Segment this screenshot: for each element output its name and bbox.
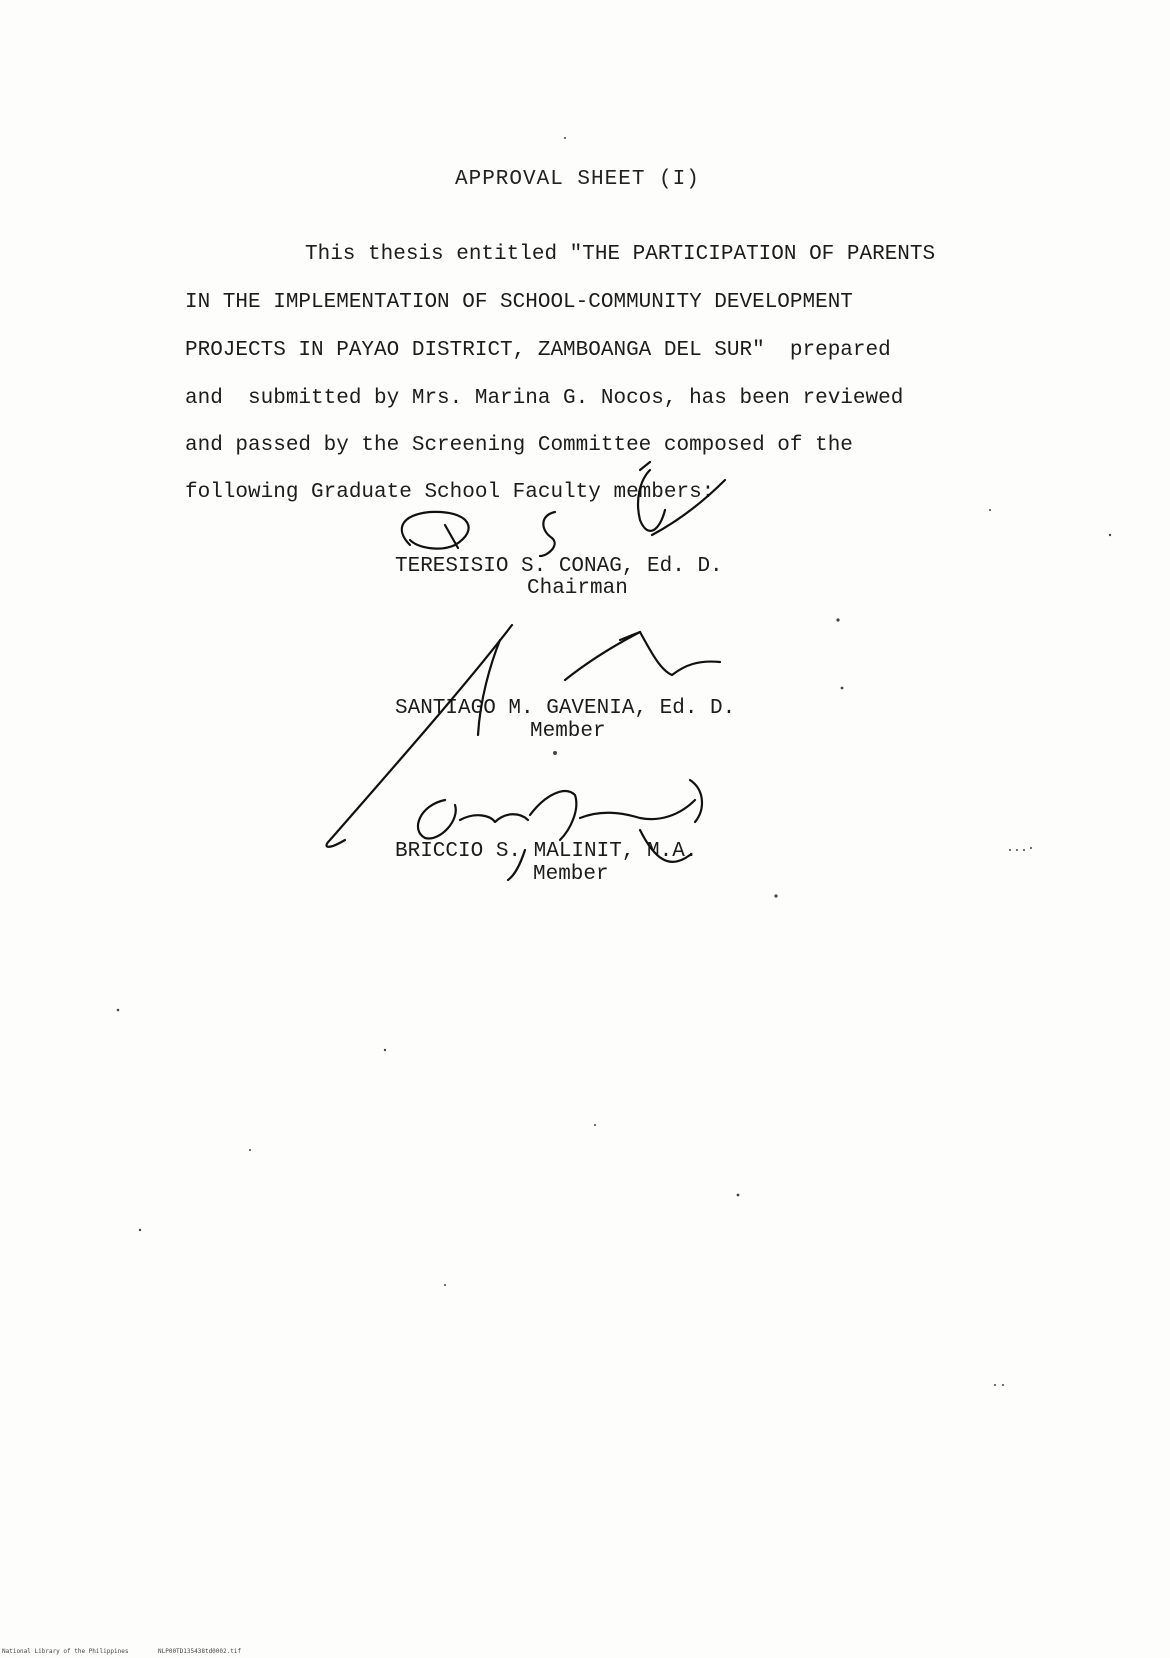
paragraph-line: PROJECTS IN PAYAO DISTRICT, ZAMBOANGA DEL SUR" prepared <box>185 339 891 362</box>
paragraph-line: following Graduate School Faculty members: <box>185 481 715 504</box>
paragraph-line: and passed by the Screening Committee composed of the <box>185 434 853 457</box>
member-2-name: BRICCIO S. MALINIT, M.A. <box>395 840 698 863</box>
member-2-role: Member <box>533 863 609 886</box>
chairman-name: TERESISIO S. CONAG, Ed. D. <box>395 555 723 578</box>
member-1-role: Member <box>530 720 606 743</box>
paragraph-line: IN THE IMPLEMENTATION OF SCHOOL-COMMUNITY DEVELOPMENT <box>185 291 853 314</box>
document-title: APPROVAL SHEET (I) <box>455 168 700 191</box>
member-1-name: SANTIAGO M. GAVENIA, Ed. D. <box>395 697 736 720</box>
chairman-role: Chairman <box>527 577 628 600</box>
footer-source: National Library of the Philippines <box>2 1648 129 1655</box>
footer-filename: NLP00TD135438td0002.tif <box>158 1648 242 1655</box>
paragraph-line: This thesis entitled "THE PARTICIPATION OF PARENTS <box>305 243 936 266</box>
paragraph-line: and submitted by Mrs. Marina G. Nocos, has been reviewed <box>185 387 904 410</box>
